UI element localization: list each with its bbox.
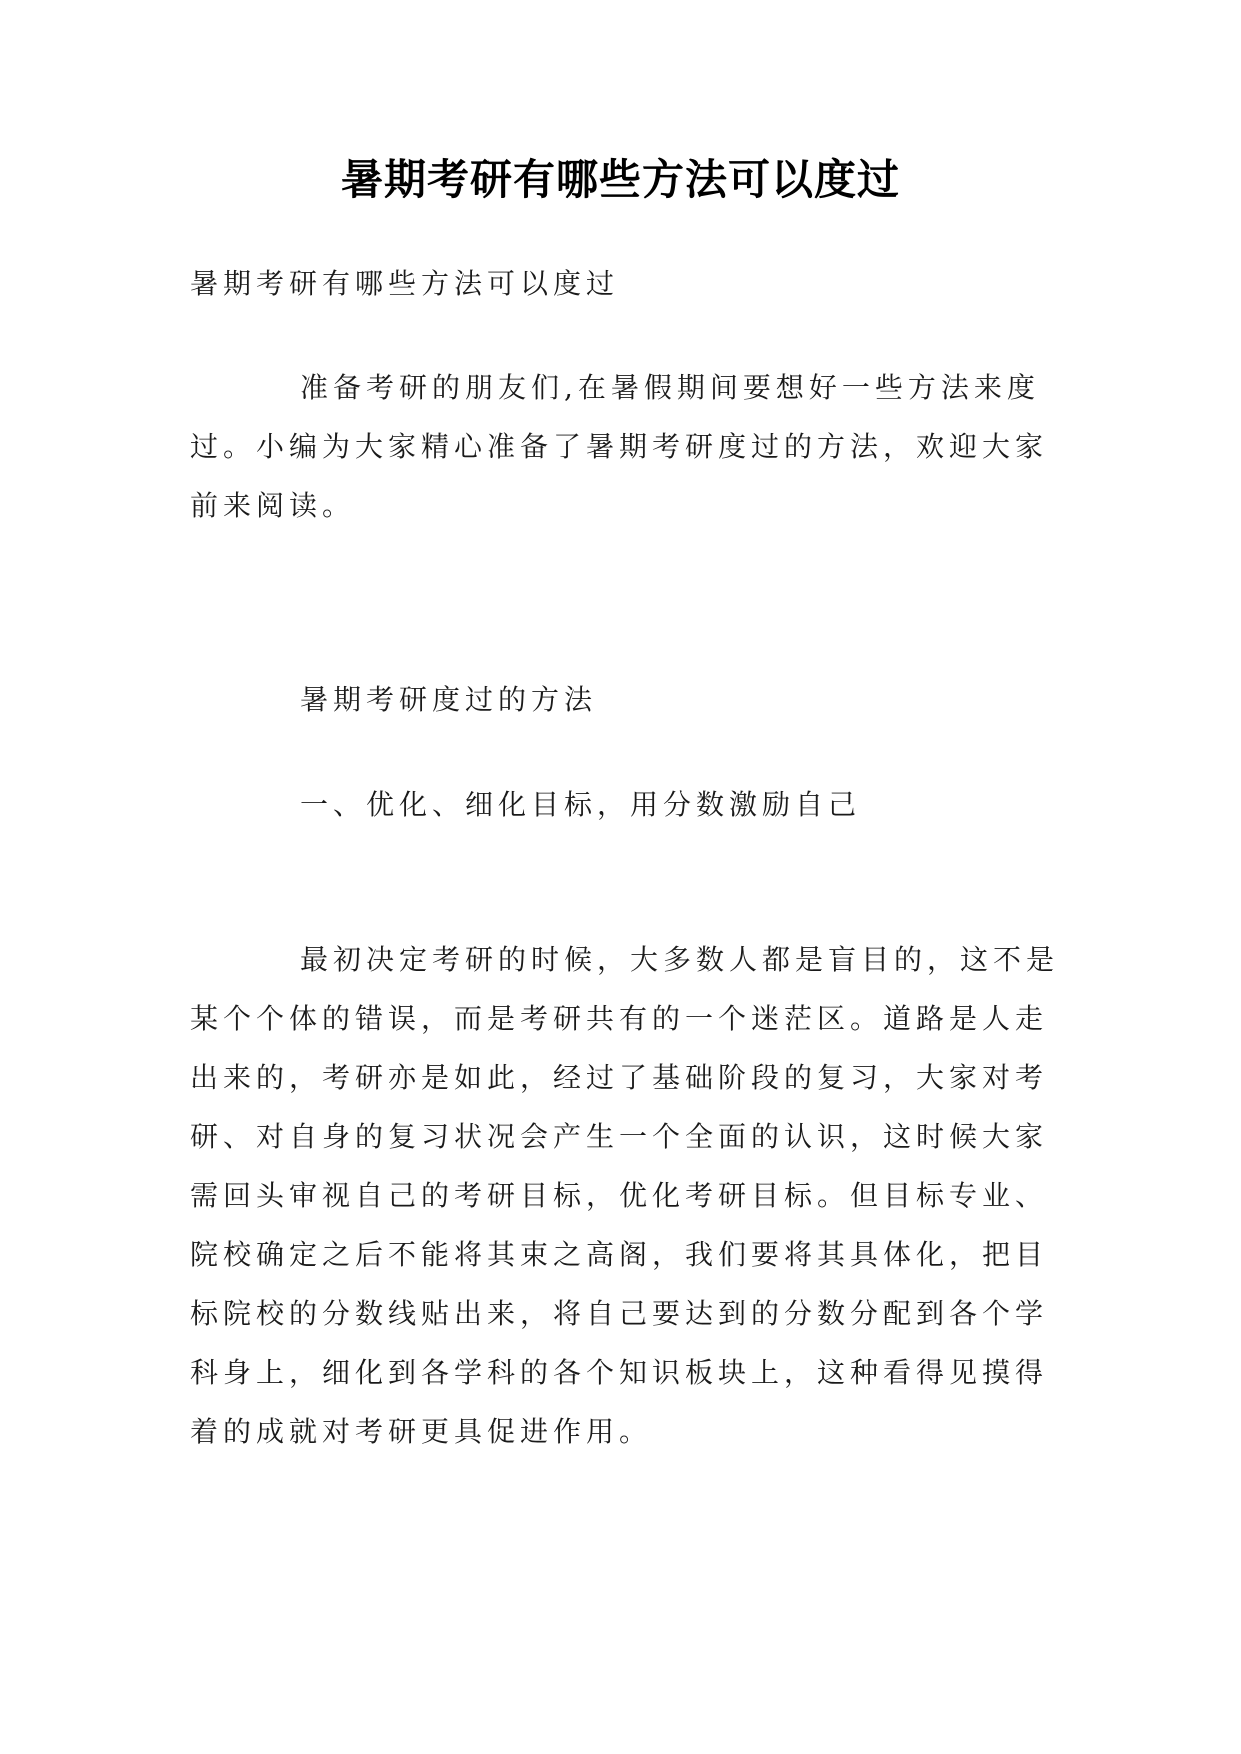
paragraph-line: 需回头审视自己的考研目标，优化考研目标。但目标专业、 <box>190 1179 1049 1212</box>
intro-paragraph <box>190 358 1050 535</box>
paragraph-line: 准备考研的朋友们,在暑假期间要想好一些方法来度 <box>300 371 1040 404</box>
paragraph-line: 院校确定之后不能将其束之高阁，我们要将其具体化，把目 <box>190 1238 1049 1271</box>
body-paragraph <box>190 930 1060 1461</box>
paragraph-line: 出来的，考研亦是如此，经过了基础阶段的复习，大家对考 <box>190 1061 1049 1094</box>
paragraph-line: 标院校的分数线贴出来，将自己要达到的分数分配到各个学 <box>190 1297 1049 1330</box>
section-heading: 暑期考研度过的方法 <box>300 683 598 716</box>
paragraph-line: 最初决定考研的时候，大多数人都是盲目的，这不是 <box>300 943 1060 976</box>
document-subtitle: 暑期考研有哪些方法可以度过 <box>190 267 620 300</box>
document-title: 暑期考研有哪些方法可以度过 <box>340 155 900 204</box>
paragraph-line: 着的成就对考研更具促进作用。 <box>190 1415 653 1448</box>
paragraph-line: 研、对自身的复习状况会产生一个全面的认识，这时候大家 <box>190 1120 1049 1153</box>
paragraph-line: 某个个体的错误，而是考研共有的一个迷茫区。道路是人走 <box>190 1002 1049 1035</box>
paragraph-line: 前来阅读。 <box>190 489 356 522</box>
paragraph-line: 科身上，细化到各学科的各个知识板块上，这种看得见摸得 <box>190 1356 1049 1389</box>
point-heading: 一、优化、细化目标，用分数激励自己 <box>300 788 862 821</box>
paragraph-line: 过。小编为大家精心准备了暑期考研度过的方法，欢迎大家 <box>190 430 1049 463</box>
